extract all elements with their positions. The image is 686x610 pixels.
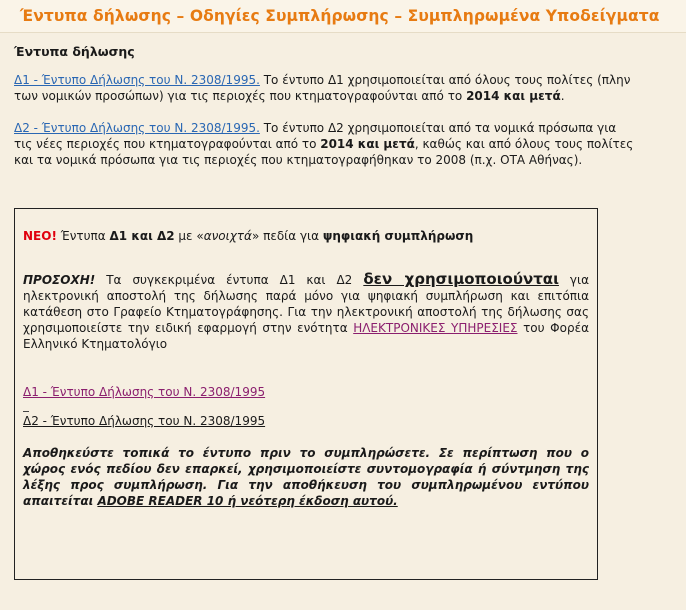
page-title: Έντυπα δήλωσης – Οδηγίες Συμπλήρωσης – Συμπληρωμένα Υποδείγματα xyxy=(20,7,660,25)
digital-fill-bold: ψηφιακή συμπλήρωση xyxy=(322,229,474,243)
link-separator xyxy=(23,401,29,412)
d1-tail: . xyxy=(560,89,565,103)
notice-text-b: για ηλεκτρονική αποστολή της δήλωσης παρά μόνο για ψηφιακή συμπλήρωση και επιτόπια κατάθεση στο Γραφείο Κτηματογράφησης. Για την ηλεκτρονική αποστολή της δήλωσης σας χρησιμοποιείστε την ειδική εφαρμογή στην ενότητα xyxy=(23,273,589,335)
d2-form-link[interactable]: Δ2 - Έντυπο Δήλωσης του Ν. 2308/1995. xyxy=(14,121,260,135)
d1-fillable-form-link[interactable]: Δ1 - Έντυπο Δήλωσης του Ν. 2308/1995 xyxy=(23,385,266,399)
d2-description: Το έντυπο Δ2 χρησιμοποιείται από τα νομικά πρόσωπα για τις νέες περιοχές που κτηματογραφούνται από το xyxy=(14,121,617,151)
save-text: Αποθηκεύστε τοπικά το έντυπο πριν το συμπληρώσετε. Σε περίπτωση που ο χώρος ενός πεδίου δεν επαρκεί, χρησιμοποιείστε συντομογραφία ή σύντμηση της λέξης προς συμπλήρωση. Για την αποθήκευση του συμπληρωμένου εντύπου απαιτείται xyxy=(23,446,589,508)
dl1-row xyxy=(23,385,589,399)
caution-label: ΠΡΟΣΟΧΗ! xyxy=(23,273,96,287)
caution-notice xyxy=(23,271,589,352)
notice-text-c: του Φορέα Ελληνικό Κτηματολόγιο xyxy=(23,321,589,351)
d1-form-link[interactable]: Δ1 - Έντυπο Δήλωσης του Ν. 2308/1995. xyxy=(14,73,260,87)
eservices-link[interactable]: ΗΛΕΚΤΡΟΝΙΚΕΣ ΥΠΗΡΕΣΙΕΣ xyxy=(353,321,518,335)
d1-description: Το έντυπο Δ1 χρησιμοποιείται από όλους τους πολίτες (πλην των νομικών προσώπων) για τις περιοχές που κτηματογραφούνται από το xyxy=(14,73,631,103)
not-used-emphasis: δεν χρησιμοποιούνται xyxy=(363,270,559,288)
d1-paragraph xyxy=(14,72,634,104)
open-fields-italic: ανοιχτά xyxy=(203,229,252,243)
digital-forms-box xyxy=(14,208,598,580)
d2-paragraph xyxy=(14,120,634,168)
d1-year-emphasis: 2014 και μετά xyxy=(466,89,561,103)
d2-fillable-form-link[interactable]: Δ2 - Έντυπο Δήλωσης του Ν. 2308/1995 xyxy=(23,414,266,428)
page-header xyxy=(0,0,686,33)
d2-year-emphasis: 2014 και μετά xyxy=(320,137,415,151)
new-text-c: » πεδία για xyxy=(251,229,323,243)
notice-text-a: Τα συγκεκριμένα έντυπα Δ1 και Δ2 xyxy=(95,273,364,287)
adobe-reader-link[interactable]: ADOBE READER 10 ή νεότερη έκδοση αυτού. xyxy=(97,494,398,508)
new-announcement xyxy=(23,229,589,243)
new-badge: ΝΕΟ! xyxy=(23,229,57,243)
new-text-b: με « xyxy=(174,229,204,243)
save-instructions xyxy=(23,445,589,509)
dl2-row xyxy=(23,414,589,428)
d2-tail: , καθώς και από όλους τους πολίτες και τα νομικά πρόσωπα για τις περιοχές που κτηματογραφήθηκαν το 2008 (π.χ. ΟΤΑ Αθήνας). xyxy=(14,137,634,167)
new-text-a: Έντυπα xyxy=(56,229,110,243)
new-forms-bold: Δ1 και Δ2 xyxy=(109,229,175,243)
section-title: Έντυπα δήλωσης xyxy=(14,44,135,59)
